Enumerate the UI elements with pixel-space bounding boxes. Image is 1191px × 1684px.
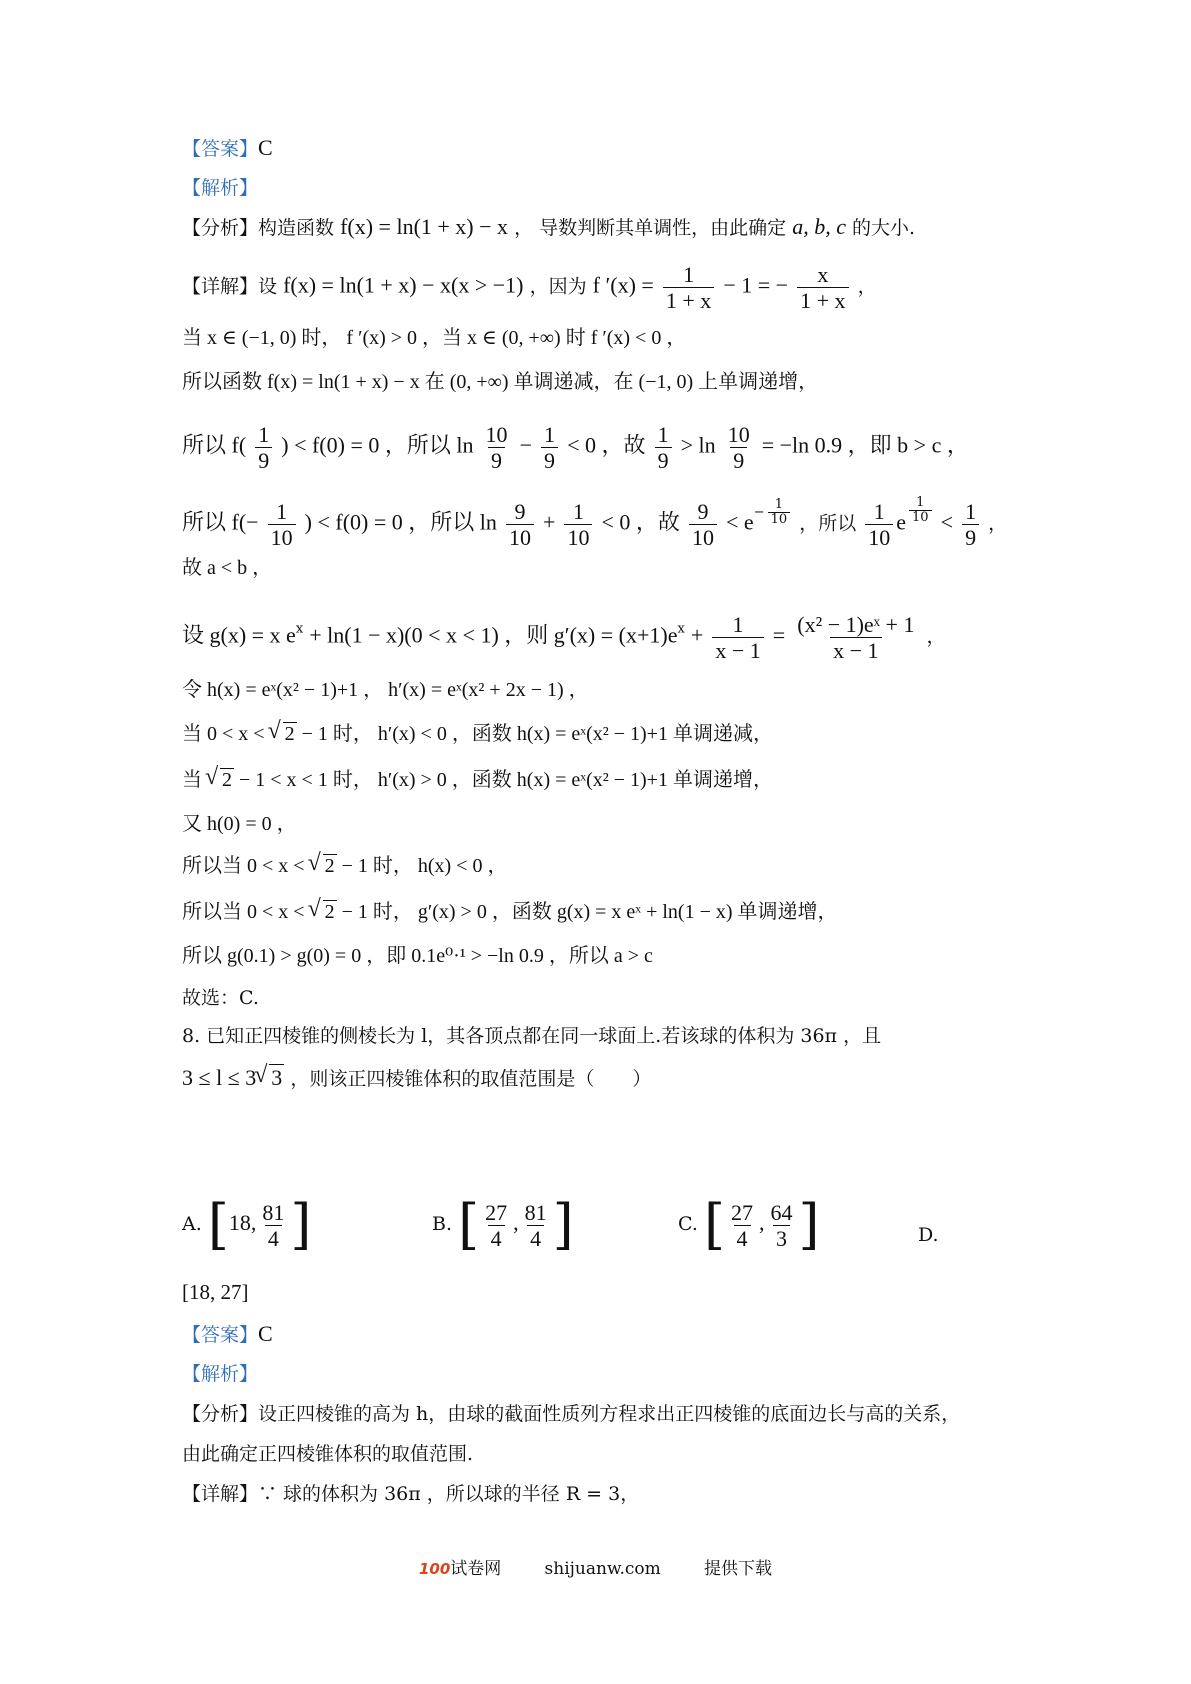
math: < bbox=[940, 509, 954, 535]
denominator: x − 1 bbox=[830, 637, 881, 663]
line-2: 当 x ∈ (−1, 0) 时， f ′(x) > 0 ，当 x ∈ (0, +∞) 时 f ′(x) < 0 ， bbox=[182, 327, 687, 349]
answer-value: C bbox=[258, 1321, 273, 1346]
numerator: 81 bbox=[262, 1199, 285, 1225]
math: f(x) = ln(1 + x) − x bbox=[340, 214, 509, 239]
math: = bbox=[772, 622, 786, 648]
text: ，因为 bbox=[529, 275, 587, 298]
numerator: x bbox=[817, 262, 829, 287]
fraction bbox=[268, 499, 296, 550]
numerator: 1 bbox=[544, 422, 556, 447]
line-5 bbox=[182, 496, 1007, 550]
line-3: 所以函数 f(x) = ln(1 + x) − x 在 (0, +∞) 单调递减，在 (−1, 0) 上单调递增， bbox=[182, 371, 819, 393]
fraction bbox=[725, 422, 753, 473]
exponent bbox=[906, 495, 935, 525]
fraction bbox=[768, 498, 791, 527]
download-text: 提供下载 bbox=[704, 1559, 772, 1579]
numerator: 10 bbox=[727, 422, 750, 447]
option-label: B. bbox=[432, 1213, 453, 1235]
denominator: 9 bbox=[962, 524, 979, 550]
line-8: 令 h(x) = eˣ(x² − 1)+1 ， h′(x) = eˣ(x² + 2x − 1) ， bbox=[182, 679, 589, 701]
denominator: 9 bbox=[541, 447, 558, 473]
denominator: 10 bbox=[768, 512, 791, 527]
denominator: 10 bbox=[564, 524, 592, 550]
text: 设 bbox=[258, 275, 278, 298]
line-14: 所以 g(0.1) > g(0) = 0 ，即 0.1e⁰·¹ > −ln 0.9 ，所以 a > c bbox=[182, 945, 653, 967]
numerator: 1 bbox=[258, 422, 270, 447]
numerator: 27 bbox=[731, 1199, 754, 1225]
fenxi-tag: 【分析】 bbox=[182, 217, 259, 239]
numerator: 1 bbox=[276, 499, 288, 524]
denominator: 1 + x bbox=[663, 287, 714, 313]
numerator: 1 bbox=[657, 422, 669, 447]
math: − 1 时， g′(x) > 0 ，函数 g(x) = x eˣ + ln(1 − x) 单调递增， bbox=[341, 901, 838, 923]
analysis-tag: 【解析】 bbox=[182, 1363, 259, 1385]
option-d-value: [18, 27] bbox=[182, 1280, 249, 1304]
question-8-stem-2 bbox=[182, 1066, 651, 1091]
fraction bbox=[255, 422, 272, 473]
line-10 bbox=[182, 768, 773, 792]
numerator: 1 bbox=[916, 495, 925, 510]
square-root bbox=[310, 900, 337, 924]
text: ， bbox=[988, 512, 1008, 535]
site-url[interactable]: shijuanw.com bbox=[544, 1559, 661, 1579]
math: 当 bbox=[182, 769, 202, 791]
line-11: 又 h(0) = 0 ， bbox=[182, 813, 297, 835]
denominator: 9 bbox=[655, 447, 672, 473]
fraction bbox=[797, 262, 848, 313]
radicand: 2 bbox=[222, 769, 232, 791]
math: − bbox=[753, 504, 765, 520]
answer-value: C bbox=[258, 135, 273, 160]
text: 设正四棱锥的高为 h，由球的截面性质列方程求出正四棱锥的底面边长与高的关系， bbox=[258, 1403, 961, 1425]
numerator: 1 bbox=[572, 499, 584, 524]
math: < 0 ，故 bbox=[567, 432, 646, 458]
q8-fenxi-2: 由此确定正四棱锥体积的取值范围. bbox=[182, 1443, 474, 1465]
square-root bbox=[256, 1066, 284, 1090]
numerator: 1 bbox=[774, 496, 783, 512]
numerator: 1 bbox=[683, 262, 695, 287]
math: − 1 = − bbox=[723, 272, 789, 298]
q8-xiangjie-1 bbox=[182, 1482, 639, 1506]
right-bracket: ] bbox=[290, 1193, 312, 1256]
numerator: 81 bbox=[524, 1199, 547, 1225]
left-bracket: [ bbox=[458, 1193, 480, 1256]
denominator: 4 bbox=[734, 1225, 751, 1251]
math: = −ln 0.9 ，即 b > c ， bbox=[761, 432, 969, 458]
fenxi-line bbox=[182, 215, 915, 240]
math: 所以当 0 < x < bbox=[182, 855, 305, 877]
square-root bbox=[270, 722, 297, 746]
page-footer bbox=[0, 1554, 1191, 1579]
numerator: 10 bbox=[485, 422, 508, 447]
math: 所以 f( bbox=[182, 432, 247, 458]
math: 所以当 0 < x < bbox=[182, 901, 305, 923]
text: ， 导数判断其单调性，由此确定 bbox=[514, 217, 787, 239]
math: ) < f(0) = 0 ，所以 ln bbox=[304, 509, 497, 535]
square-root bbox=[310, 854, 337, 878]
numerator: (x² − 1)eˣ + 1 bbox=[797, 612, 915, 637]
numerator: 1 bbox=[873, 499, 885, 524]
math: + bbox=[690, 622, 704, 648]
fraction bbox=[712, 612, 763, 663]
math: 3 ≤ l ≤ 3 bbox=[182, 1065, 257, 1090]
numerator: 1 bbox=[732, 612, 744, 637]
right-bracket: ] bbox=[552, 1193, 574, 1256]
math: > ln bbox=[680, 432, 716, 458]
site-name: 试卷网 bbox=[450, 1559, 502, 1579]
left-bracket: [ bbox=[703, 1193, 726, 1256]
exponent bbox=[753, 496, 793, 527]
text: ， bbox=[926, 625, 946, 648]
denominator: 4 bbox=[488, 1225, 505, 1251]
option-a bbox=[182, 1193, 312, 1256]
line-6: 故 a < b ， bbox=[182, 557, 273, 579]
fraction bbox=[962, 499, 979, 550]
radicand: 2 bbox=[324, 901, 335, 923]
answer-tag: 【答案】 bbox=[182, 1324, 259, 1346]
fraction bbox=[506, 499, 534, 550]
denominator: x − 1 bbox=[712, 637, 763, 663]
denominator: 9 bbox=[488, 447, 505, 473]
option-label: D. bbox=[918, 1224, 939, 1246]
left-bracket: [ bbox=[207, 1193, 229, 1256]
math: + bbox=[542, 509, 556, 535]
question-8-stem-1: 8. 已知正四棱锥的侧棱长为 l，其各顶点都在同一球面上.若该球的体积为 36π ，且 bbox=[182, 1025, 882, 1047]
denominator: 1 + x bbox=[797, 287, 848, 313]
math: f ′(x) = bbox=[592, 272, 654, 298]
line-7 bbox=[182, 612, 946, 663]
option-c: C. [ $\frac{27}{4}$ , $\frac{64}{3}$ ] bbox=[678, 1193, 820, 1256]
fraction bbox=[483, 422, 511, 473]
math: 设 g(x) = x e bbox=[182, 622, 296, 648]
denominator: 10 bbox=[865, 524, 893, 550]
math: < e bbox=[726, 509, 754, 535]
line-15: 故选：C. bbox=[182, 987, 259, 1009]
denominator: 3 bbox=[773, 1225, 790, 1251]
option-b: B. [ $\frac{27}{4}$ , $\frac{81}{4}$ ] bbox=[432, 1193, 574, 1256]
superscript: x bbox=[295, 621, 304, 637]
square-root bbox=[207, 768, 234, 792]
fraction bbox=[689, 499, 717, 550]
fraction bbox=[794, 612, 917, 663]
math: < 0 ，故 bbox=[601, 509, 680, 535]
math: 18, bbox=[228, 1210, 257, 1235]
option-label: C. bbox=[678, 1213, 698, 1235]
fraction bbox=[768, 1200, 796, 1251]
math: a, b, c bbox=[792, 214, 846, 239]
text: 的大小. bbox=[852, 217, 916, 239]
text: ，所以 bbox=[799, 512, 857, 535]
line-12 bbox=[182, 854, 507, 878]
math: e bbox=[896, 509, 907, 535]
superscript: x bbox=[677, 621, 685, 637]
fraction bbox=[655, 422, 672, 473]
fraction bbox=[541, 422, 558, 473]
line-13 bbox=[182, 900, 838, 924]
q8-fenxi-1 bbox=[182, 1402, 960, 1426]
answer-line bbox=[182, 136, 273, 161]
math: 当 0 < x < bbox=[182, 723, 265, 745]
denominator: 9 bbox=[255, 447, 272, 473]
fraction bbox=[564, 499, 592, 550]
denominator: 10 bbox=[268, 524, 296, 550]
analysis-heading bbox=[182, 176, 258, 200]
numerator: 1 bbox=[965, 499, 977, 524]
math: ) < f(0) = 0 ，所以 ln bbox=[281, 432, 474, 458]
line-9 bbox=[182, 722, 773, 746]
denominator: 9 bbox=[730, 447, 747, 473]
answer-tag: 【答案】 bbox=[182, 138, 259, 160]
q8-analysis-heading bbox=[182, 1362, 258, 1386]
text: ， bbox=[857, 275, 877, 298]
text: ，则该正四棱锥体积的取值范围是（ ） bbox=[290, 1068, 652, 1090]
math: − 1 < x < 1 时， h′(x) > 0 ，函数 h(x) = eˣ(x² − 1)+1 单调递增， bbox=[239, 769, 773, 791]
numerator: 9 bbox=[514, 499, 526, 524]
math: − 1 时， h′(x) < 0 ，函数 h(x) = eˣ(x² − 1)+1 单调递减， bbox=[301, 723, 773, 745]
numerator: 64 bbox=[770, 1199, 793, 1225]
denominator: 10 bbox=[689, 524, 717, 550]
fraction bbox=[728, 1200, 756, 1251]
option-label: A. bbox=[182, 1213, 202, 1235]
analysis-tag: 【解析】 bbox=[182, 177, 259, 199]
site-logo: 100 bbox=[418, 1560, 451, 1578]
denominator: 4 bbox=[527, 1225, 544, 1251]
math: − bbox=[519, 432, 532, 458]
radicand: 3 bbox=[271, 1065, 283, 1090]
math: − 1 时， h(x) < 0 ， bbox=[341, 855, 508, 877]
math: f(x) = ln(1 + x) − x(x > −1) bbox=[283, 272, 524, 298]
fraction bbox=[865, 499, 893, 550]
xiangjie-tag: 【详解】 bbox=[182, 1483, 259, 1505]
denominator: 10 bbox=[909, 510, 932, 525]
denominator: 4 bbox=[265, 1225, 282, 1251]
fraction bbox=[482, 1200, 510, 1251]
xiangjie-line-1 bbox=[182, 262, 877, 313]
text: 构造函数 bbox=[258, 217, 335, 239]
denominator: 10 bbox=[506, 524, 534, 550]
fraction bbox=[663, 262, 714, 313]
right-bracket: ] bbox=[798, 1193, 820, 1256]
numerator: 9 bbox=[697, 499, 709, 524]
numerator: 27 bbox=[485, 1199, 508, 1225]
fraction bbox=[522, 1200, 550, 1251]
fenxi-tag: 【分析】 bbox=[182, 1403, 259, 1425]
radicand: 2 bbox=[324, 855, 335, 877]
text: ∵ 球的体积为 36π ，所以球的半径 R = 3， bbox=[258, 1483, 640, 1505]
fraction bbox=[909, 496, 932, 525]
math: + ln(1 − x)(0 < x < 1) ，则 g′(x) = (x+1)e bbox=[309, 622, 678, 648]
math: 所以 f(− bbox=[182, 509, 259, 535]
radicand: 2 bbox=[284, 723, 295, 745]
q8-answer-line bbox=[182, 1322, 273, 1347]
xiangjie-tag: 【详解】 bbox=[182, 275, 259, 298]
option-d bbox=[918, 1224, 939, 1246]
line-4 bbox=[182, 422, 969, 473]
fraction bbox=[259, 1200, 287, 1251]
